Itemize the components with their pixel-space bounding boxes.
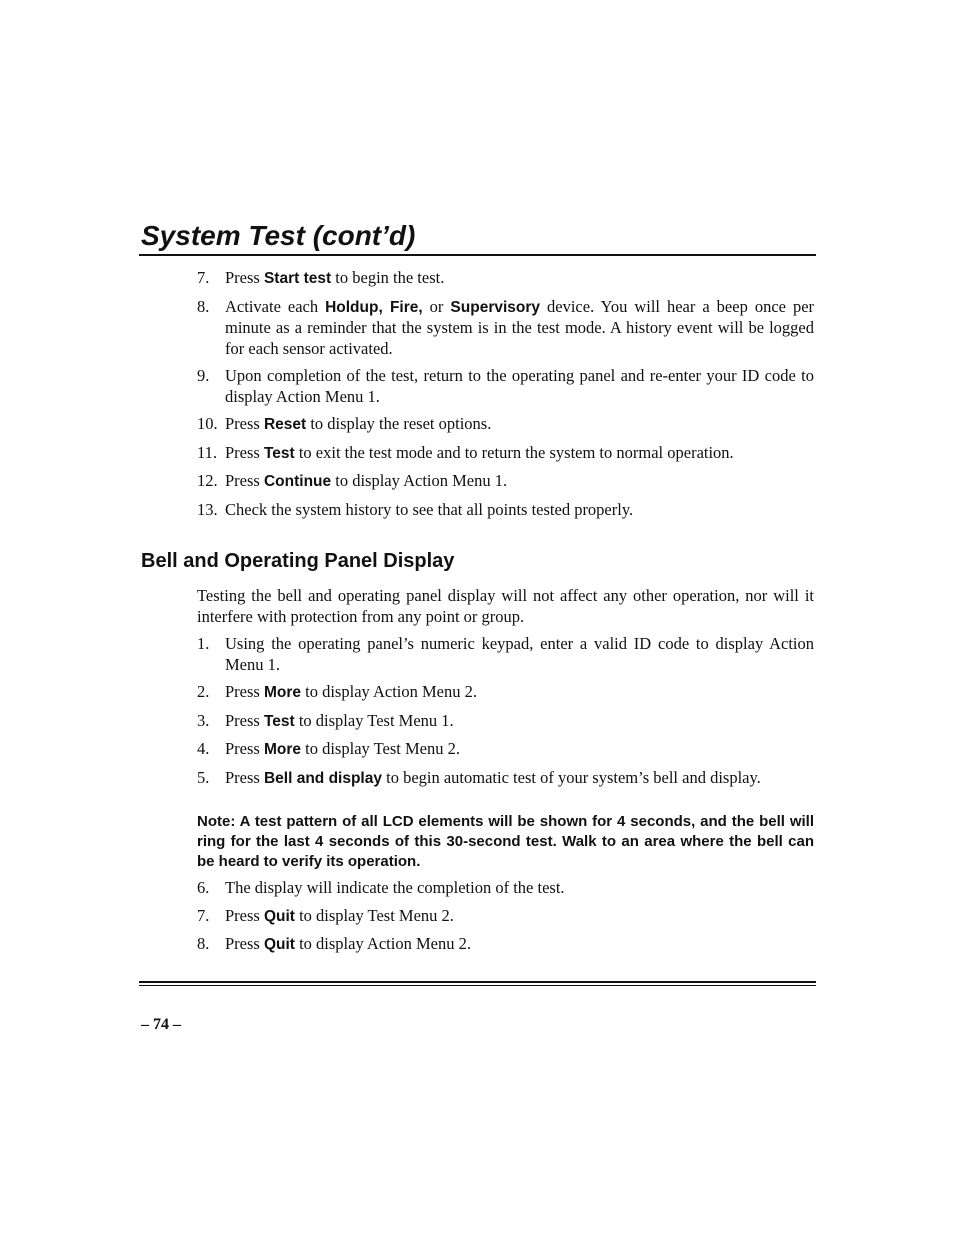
list-item: 12. Press Continue to display Action Menu 1. (197, 471, 508, 490)
keyword-reset: Reset (263, 416, 307, 433)
step-number: 2. (197, 682, 210, 701)
list-item: 5. Press Bell and display to begin automatic test of your system’s bell and display. (197, 767, 761, 787)
list-item: 11. Press Test to exit the test mode and to return the system to normal operation. (197, 442, 734, 462)
list-item: 7. Press Quit to display Test Menu 2. (197, 905, 454, 925)
keyword-start-test: Start test (263, 270, 332, 287)
keyword-holdup-fire: Holdup, Fire, (325, 298, 423, 316)
step-number: 7. (197, 905, 210, 925)
list-item: 3. Press Test to display Test Menu 1. (197, 710, 454, 730)
step-number: 8. (197, 296, 210, 316)
keyword-test: Test (263, 444, 295, 462)
footer-rule (139, 985, 816, 986)
list-item: 10. Press Reset to display the reset options. (197, 414, 492, 433)
system-test-steps (197, 268, 814, 527)
list-item: 8. Press Quit to display Action Menu 2. (197, 934, 471, 953)
note: Note: A test pattern of all LCD elements will be shown for 4 seconds, and the bell will ring for the last 4 seconds of this 30-second test. Walk to an area where the bell can be heard to verify its operation. (197, 813, 814, 870)
step-number: 7. (197, 268, 210, 287)
keyword-more: More (263, 684, 302, 701)
step-number: 13. (197, 499, 218, 519)
step-number: 11. (197, 442, 218, 462)
section-intro: Testing the bell and operating panel display will not affect any other operation, nor will it interfere with protection from any point or group. (197, 586, 814, 626)
title-rule (139, 254, 816, 256)
step-number: 1. (197, 634, 210, 653)
step-number: 3. (197, 710, 210, 730)
keyword-supervisory: Supervisory (450, 298, 541, 316)
footer-rule (139, 981, 816, 983)
page-number: – 74 – (141, 1016, 181, 1033)
list-item: 13. Check the system history to see that all points tested properly. (197, 499, 634, 519)
section-heading: Bell and Operating Panel Display (141, 550, 455, 572)
list-item: 8. Activate each Holdup, Fire, or Supervisory device. You will hear a beep once per minute as a reminder that the system is in the test mode. A history event will be logged for each sensor activated. (197, 296, 815, 358)
bell-display-steps (197, 634, 814, 796)
keyword-more: More (263, 741, 302, 758)
list-item: 9. Upon completion of the test, return to the operating panel and re-enter your ID code to display Action Menu 1. (197, 366, 814, 406)
list-item: 6. The display will indicate the completion of the test. (197, 878, 565, 897)
step-number: 4. (197, 739, 210, 758)
completion-steps (197, 878, 814, 963)
keyword-quit: Quit (263, 936, 295, 953)
keyword-quit: Quit (263, 907, 295, 925)
list-item: 2. Press More to display Action Menu 2. (197, 682, 478, 701)
keyword-bell-and-display: Bell and display (263, 769, 382, 787)
list-item: 4. Press More to display Test Menu 2. (197, 739, 460, 758)
step-number: 5. (197, 767, 210, 787)
step-number: 9. (197, 366, 210, 385)
keyword-continue: Continue (263, 473, 332, 490)
step-number: 12. (197, 471, 218, 490)
list-item: 1. Using the operating panel’s numeric keypad, enter a valid ID code to display Action Menu 1. (197, 634, 814, 674)
step-number: 6. (197, 878, 210, 897)
list-item: 7. Press Start test to begin the test. (197, 268, 445, 287)
keyword-test: Test (263, 712, 295, 730)
page-title: System Test (cont’d) (141, 220, 416, 251)
step-number: 10. (197, 414, 218, 433)
step-number: 8. (197, 934, 210, 953)
